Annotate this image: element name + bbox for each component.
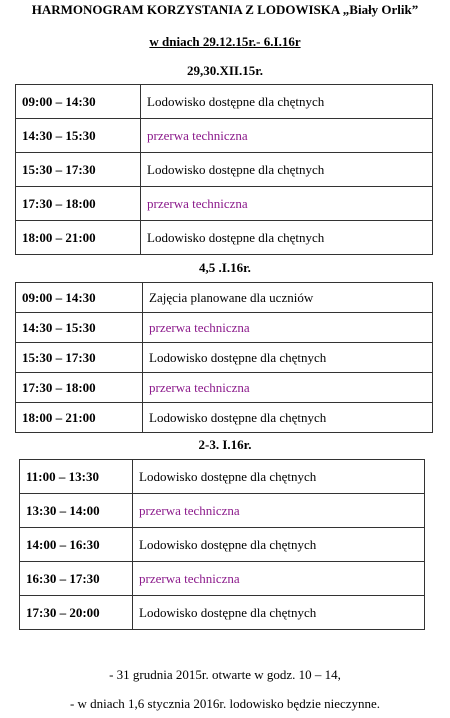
note-dec-31: - 31 grudnia 2015r. otwarte w godz. 10 – 14, (109, 667, 341, 682)
section-heading-2: 4,5 .I.16r. (199, 260, 251, 275)
activity-cell: przerwa techniczna (133, 562, 425, 596)
activity-cell: Lodowisko dostępne dla chętnych (141, 221, 433, 255)
time-cell: 13:30 – 14:00 (20, 494, 133, 528)
time-cell: 14:30 – 15:30 (16, 313, 143, 343)
time-cell: 17:30 – 18:00 (16, 187, 141, 221)
activity-cell: Lodowisko dostępne dla chętnych (133, 460, 425, 494)
table-row (20, 528, 425, 562)
table-row (20, 460, 425, 494)
time-cell: 11:00 – 13:30 (20, 460, 133, 494)
time-cell: 14:30 – 15:30 (16, 119, 141, 153)
schedule-table-2 (15, 282, 433, 433)
table-row (16, 283, 433, 313)
document-title: HARMONOGRAM KORZYSTANIA Z LODOWISKA „Biały Orlik” (31, 2, 419, 17)
activity-cell: Lodowisko dostępne dla chętnych (141, 85, 433, 119)
note-closed-days: - w dniach 1,6 stycznia 2016r. lodowisko będzie nieczynne. (69, 696, 381, 711)
schedule-table-3 (19, 459, 425, 630)
table-row (16, 403, 433, 433)
time-cell: 09:00 – 14:30 (16, 85, 141, 119)
activity-cell: Lodowisko dostępne dla chętnych (133, 596, 425, 630)
activity-cell: przerwa techniczna (143, 373, 433, 403)
table-row (20, 562, 425, 596)
time-cell: 16:30 – 17:30 (20, 562, 133, 596)
activity-cell: Lodowisko dostępne dla chętnych (141, 153, 433, 187)
table-row (16, 221, 433, 255)
date-range-subtitle: w dniach 29.12.15r.- 6.I.16r (149, 34, 301, 49)
activity-cell: Lodowisko dostępne dla chętnych (133, 528, 425, 562)
activity-cell: Zajęcia planowane dla uczniów (143, 283, 433, 313)
table-row (16, 187, 433, 221)
table-row (16, 85, 433, 119)
activity-cell: Lodowisko dostępne dla chętnych (143, 403, 433, 433)
time-cell: 17:30 – 20:00 (20, 596, 133, 630)
table-row (16, 313, 433, 343)
time-cell: 15:30 – 17:30 (16, 343, 143, 373)
activity-cell: Lodowisko dostępne dla chętnych (143, 343, 433, 373)
table-row (20, 494, 425, 528)
table-row (16, 373, 433, 403)
time-cell: 14:00 – 16:30 (20, 528, 133, 562)
table-row (20, 596, 425, 630)
schedule-table-1 (15, 84, 433, 255)
activity-cell: przerwa techniczna (143, 313, 433, 343)
time-cell: 18:00 – 21:00 (16, 403, 143, 433)
table-row (16, 343, 433, 373)
table-row (16, 119, 433, 153)
table-row (16, 153, 433, 187)
time-cell: 09:00 – 14:30 (16, 283, 143, 313)
activity-cell: przerwa techniczna (141, 187, 433, 221)
time-cell: 18:00 – 21:00 (16, 221, 141, 255)
section-heading-1: 29,30.XII.15r. (186, 63, 264, 78)
time-cell: 17:30 – 18:00 (16, 373, 143, 403)
activity-cell: przerwa techniczna (141, 119, 433, 153)
time-cell: 15:30 – 17:30 (16, 153, 141, 187)
section-heading-3: 2-3. I.16r. (198, 437, 252, 452)
activity-cell: przerwa techniczna (133, 494, 425, 528)
